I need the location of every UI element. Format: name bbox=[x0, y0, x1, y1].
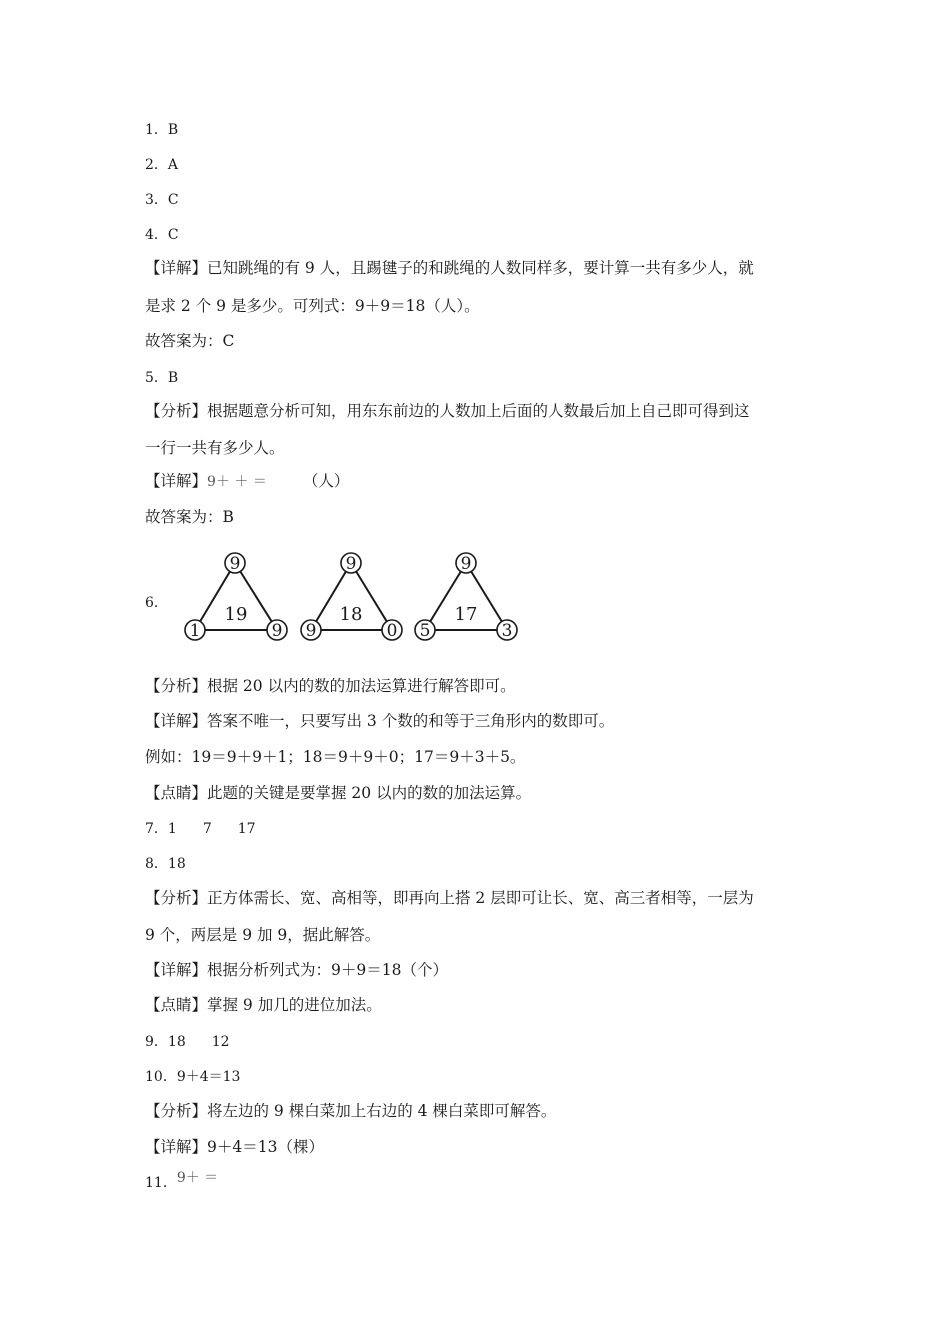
answer-9-a: 9．18 bbox=[145, 1034, 186, 1050]
q5-detail-expression: 9＋ ＋ ＝ bbox=[207, 474, 267, 490]
q5-analysis-line-2: 一行一共有多少人。 bbox=[145, 439, 285, 457]
answer-10: 10．9＋4＝13 bbox=[145, 1069, 241, 1085]
answer-9-b: 12 bbox=[211, 1034, 230, 1050]
q8-tip: 【点睛】掌握 9 加几的进位加法。 bbox=[145, 996, 382, 1014]
triangle-3-sum: 17 bbox=[454, 604, 478, 625]
triangle-1 bbox=[185, 553, 287, 641]
answer-6-label: 6． bbox=[145, 595, 168, 611]
answer-7-b: 7 bbox=[202, 821, 212, 837]
answer-1: 1．B bbox=[145, 122, 179, 138]
answer-11-label: 11． bbox=[145, 1175, 177, 1191]
triangle-figure-svg bbox=[178, 547, 523, 647]
triangle-2-right: 0 bbox=[386, 621, 398, 641]
triangle-1-top: 9 bbox=[229, 554, 241, 574]
triangle-2-left: 9 bbox=[305, 621, 317, 641]
answer-3: 3．C bbox=[145, 192, 179, 208]
triangle-1-right: 9 bbox=[271, 621, 283, 641]
triangle-3-right: 3 bbox=[501, 621, 513, 641]
q8-detail: 【详解】根据分析列式为：9＋9＝18（个） bbox=[145, 961, 448, 979]
q10-analysis: 【分析】将左边的 9 棵白菜加上右边的 4 棵白菜即可解答。 bbox=[145, 1102, 557, 1120]
answer-7 bbox=[145, 819, 256, 839]
triangle-3 bbox=[415, 553, 517, 641]
answer-11 bbox=[145, 1170, 219, 1193]
answer-7-a: 7．1 bbox=[145, 821, 177, 837]
q5-analysis-line-1: 【分析】根据题意分析可知，用东东前边的人数加上后面的人数最后加上自己即可得到这 bbox=[145, 402, 750, 420]
q8-analysis-line-1: 【分析】正方体需长、宽、高相等，即再向上搭 2 层即可让长、宽、高三者相等，一层为 bbox=[145, 889, 754, 907]
answer-11-expression: 9＋ ＝ bbox=[176, 1170, 219, 1186]
q6-analysis: 【分析】根据 20 以内的数的加法运算进行解答即可。 bbox=[145, 677, 516, 695]
triangle-2 bbox=[301, 553, 402, 641]
q8-analysis-line-2: 9 个，两层是 9 加 9，据此解答。 bbox=[145, 926, 381, 944]
q4-answer: 故答案为：C bbox=[145, 332, 235, 350]
triangle-2-top: 9 bbox=[345, 554, 357, 574]
q4-detail-line-2: 是求 2 个 9 是多少。可列式：9＋9＝18（人）。 bbox=[145, 297, 480, 315]
triangle-3-left: 5 bbox=[419, 621, 431, 641]
triangle-1-sum: 19 bbox=[224, 604, 248, 625]
q5-detail bbox=[145, 471, 349, 492]
answer-5: 5．B bbox=[145, 370, 179, 386]
triangle-1-left: 1 bbox=[189, 621, 201, 641]
q10-detail: 【详解】9＋4＝13（棵） bbox=[145, 1138, 324, 1156]
q6-example: 例如：19＝9＋9＋1；18＝9＋9＋0；17＝9＋3＋5。 bbox=[145, 748, 526, 766]
answer-2: 2．A bbox=[145, 157, 179, 173]
q4-detail-line-1: 【详解】已知跳绳的有 9 人，且踢毽子的和跳绳的人数同样多，要计算一共有多少人，就 bbox=[145, 259, 754, 277]
answer-9 bbox=[145, 1032, 230, 1052]
answer-4: 4．C bbox=[145, 227, 179, 243]
q5-detail-unit: （人） bbox=[302, 472, 350, 490]
answer-7-c: 17 bbox=[237, 821, 256, 837]
triangle-2-sum: 18 bbox=[339, 604, 363, 625]
q6-tip: 【点睛】此题的关键是要掌握 20 以内的数的加法运算。 bbox=[145, 784, 532, 802]
triangle-3-top: 9 bbox=[460, 554, 472, 574]
q6-detail: 【详解】答案不唯一，只要写出 3 个数的和等于三角形内的数即可。 bbox=[145, 712, 615, 730]
q5-detail-label: 【详解】 bbox=[145, 472, 208, 490]
answer-8: 8．18 bbox=[145, 856, 186, 872]
q5-answer: 故答案为：B bbox=[145, 508, 234, 526]
triangle-figures bbox=[178, 547, 523, 651]
